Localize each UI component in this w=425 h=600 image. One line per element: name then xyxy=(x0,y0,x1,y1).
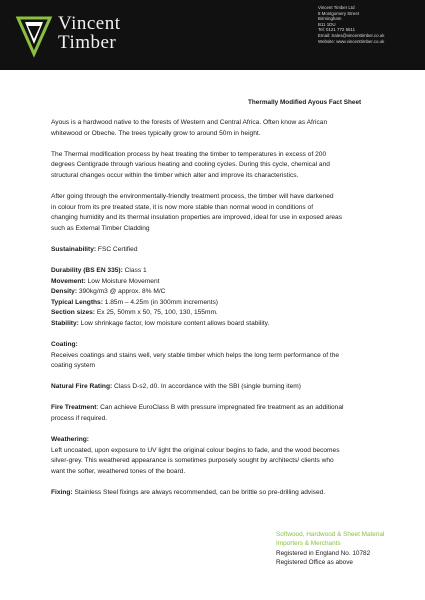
footer-block xyxy=(276,530,384,568)
sustainability-label: Sustainability: xyxy=(51,245,97,253)
spec-movement xyxy=(51,277,381,288)
spec-sections xyxy=(51,308,381,319)
treatment-line: After going through the environmentally-friendly treatment process, the timber will have darkened xyxy=(51,192,334,200)
brand-name-line2: Timber xyxy=(58,32,117,53)
address-city: Birmingham xyxy=(318,16,342,22)
fire-treatment-value: : Can achieve EuroClass B with pressure impregnated fire treatment as an additional xyxy=(96,404,344,412)
fire-treatment-label: Fire Treatment xyxy=(51,404,97,412)
company-name: Vincent Timber Ltd xyxy=(318,5,355,10)
sustainability-row xyxy=(51,245,381,256)
fixing-value: Stainless Steel fixings are always recommended, can be brittle so pre-drilling advised. xyxy=(72,488,326,496)
footer-registered-office: Registered Office as above xyxy=(276,559,353,567)
spec-label: Durability (BS EN 335): xyxy=(51,266,123,274)
address-street: 8 Montgomery Street xyxy=(318,10,359,16)
fire-rating-value: Class D-s2, d0. In accordance with the SBI (single burning item) xyxy=(112,383,301,391)
contact-phone: Tel: 0121 772 5511 xyxy=(318,27,356,33)
fact-sheet-body xyxy=(51,118,381,499)
process-line: structural changes occur within the timber which alter and improve its characteristics. xyxy=(51,171,299,179)
weathering-line: Left uncoated, upon exposure to UV light the original colour begins to fade, and the wood becomes xyxy=(51,446,340,454)
spec-value: 1.85m – 4.25m (in 300mm increments) xyxy=(102,298,218,306)
treatment-paragraph xyxy=(51,192,381,234)
contact-email[interactable]: Email: Sales@vincenttimber.co.uk xyxy=(318,32,385,38)
spec-value: Low Moisture Movement xyxy=(85,277,160,285)
footer-registration: Registered in England No. 10782 xyxy=(276,549,371,557)
sustainability-value: FSC Certified xyxy=(96,245,138,253)
fire-treatment-section xyxy=(51,403,381,424)
spec-label: Stability: xyxy=(51,319,79,327)
contact-block xyxy=(318,5,384,44)
process-paragraph xyxy=(51,150,381,182)
spec-value: Low shrinkage factor, low moisture content allows board stability. xyxy=(78,319,270,327)
fixing-row xyxy=(51,488,381,499)
vincent-timber-logo-icon xyxy=(14,12,54,58)
fixing-label: Fixing: xyxy=(51,488,73,496)
spec-list xyxy=(51,266,381,330)
footer-tagline: Importers & Merchants xyxy=(276,540,341,548)
contact-website[interactable]: Website: www.vincenttimber.co.uk xyxy=(318,38,385,44)
weathering-heading: Weathering: xyxy=(51,436,89,444)
coating-section xyxy=(51,340,381,372)
intro-paragraph xyxy=(51,118,381,139)
spec-label: Density: xyxy=(51,288,78,296)
letterhead-banner xyxy=(0,0,425,70)
spec-stability xyxy=(51,319,381,330)
process-line: degrees Centigrade through various heating and cooling cycles. During this cycle, chemical and xyxy=(51,161,330,169)
coating-heading: Coating: xyxy=(51,341,78,348)
coating-line: coating system xyxy=(51,362,95,370)
fire-rating-label: Natural Fire Rating: xyxy=(51,383,113,391)
fire-rating-row xyxy=(51,382,381,393)
treatment-line: such as External Timber Cladding xyxy=(51,224,150,232)
brand-name xyxy=(58,14,121,52)
brand-name-line1: Vincent xyxy=(58,13,121,34)
spec-durability xyxy=(51,266,381,277)
weathering-line: silver-grey. This weathered appearance is sometimes purposely sought by architects/ clients who xyxy=(51,457,334,465)
process-line: The Thermal modification process by heat treating the timber to temperatures in excess of 200 xyxy=(51,150,327,158)
footer-tagline: Softwood, Hardwood & Sheet Material xyxy=(276,531,385,538)
treatment-line: changing humidity and its thermal insulation properties are improved, ideal for use in exposed areas xyxy=(51,214,343,222)
treatment-line: in colour from its pre treated state, it is now more stable than normal wood in conditions of xyxy=(51,203,314,211)
weathering-line: want the softer, weathered tones of the board. xyxy=(51,467,186,475)
fire-treatment-line: process if required. xyxy=(51,414,108,422)
spec-value: Class 1 xyxy=(122,266,147,274)
spec-value: Ex 25, 50mm x 50, 75, 100, 130, 155mm. xyxy=(94,309,218,317)
document-title: Thermally Modified Ayous Fact Sheet xyxy=(248,99,362,106)
address-postcode: B11 1DU xyxy=(318,21,336,27)
coating-line: Receives coatings and stains well, very stable timber which helps the long term performance of the xyxy=(51,351,340,359)
intro-line: whitewood or Obeche. The trees typically grow to around 50m in height. xyxy=(51,129,261,137)
spec-lengths xyxy=(51,298,381,309)
spec-label: Movement: xyxy=(51,277,86,285)
spec-label: Typical Lengths: xyxy=(51,298,103,306)
weathering-section xyxy=(51,435,381,477)
spec-label: Section sizes: xyxy=(51,309,95,317)
spec-value: 390kg/m3 @ approx. 8% M/C xyxy=(77,288,166,296)
intro-line: Ayous is a hardwood native to the forests of Western and Central Africa. Often know as African xyxy=(51,119,328,126)
spec-density xyxy=(51,287,381,298)
fire-treatment-line xyxy=(51,403,381,414)
